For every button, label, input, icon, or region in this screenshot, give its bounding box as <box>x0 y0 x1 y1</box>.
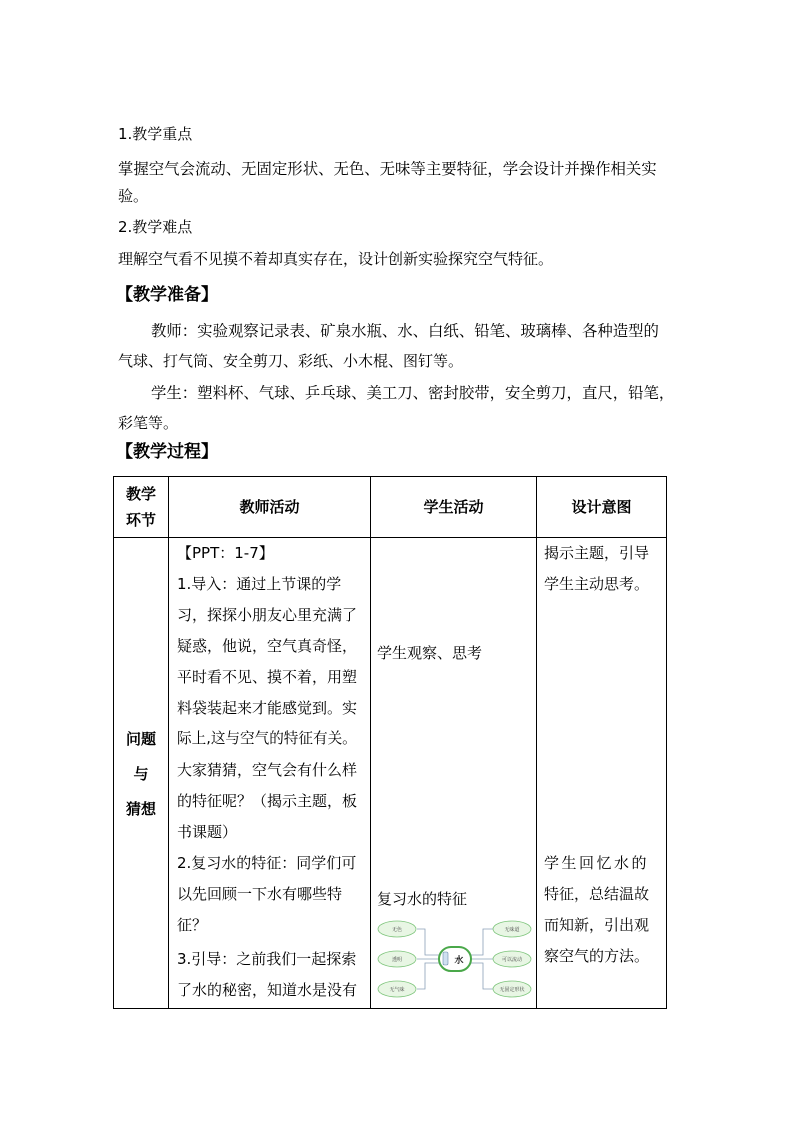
table-row <box>114 538 667 1009</box>
water-features-mindmap <box>377 917 533 1001</box>
header-teacher-activity: 教师活动 <box>169 477 371 538</box>
teacher-activity-line: 2.复习水的特征：同学们可 <box>177 854 357 872</box>
student-activity-cell <box>371 538 537 1009</box>
header-student-activity: 学生活动 <box>371 477 537 538</box>
stage-label-line: 与 <box>133 765 149 783</box>
mindmap-node-left: 透明 <box>391 957 403 963</box>
teacher-activity-line: 【PPT：1-7】 <box>177 544 274 562</box>
key-points-body-line-1: 掌握空气会流动、无固定形状、无色、无味等主要特征，学会设计并操作相关实 <box>118 160 657 178</box>
header-stage-line-2: 环节 <box>125 511 156 529</box>
water-bottle-icon <box>443 952 448 965</box>
header-design-intent: 设计意图 <box>537 477 667 538</box>
design-intent-cell <box>537 538 667 1009</box>
teacher-activity-line: 以先回顾一下水有哪些特 <box>177 885 343 903</box>
teacher-preparation-line-2: 气球、打气筒、安全剪刀、彩纸、小木棍、图钉等。 <box>118 352 464 370</box>
stage-label-line: 问题 <box>125 730 156 748</box>
teacher-activity-line: 料袋装起来才能感觉到。实 <box>177 699 358 717</box>
mindmap-center-label: 水 <box>454 956 464 966</box>
difficult-points-title: 2.教学难点 <box>118 218 193 236</box>
preparation-heading: 【教学准备】 <box>116 285 218 305</box>
key-points-body-line-2: 验。 <box>118 187 149 205</box>
student-activity-line: 学生观察、思考 <box>377 644 483 662</box>
teacher-activity-line: 征？ <box>177 916 208 934</box>
header-stage-line-1: 教学 <box>125 485 156 503</box>
teacher-activity-line: 大家猜猜，空气会有什么样 <box>177 761 358 779</box>
design-intent-line: 特征，总结温故 <box>544 885 650 903</box>
teacher-activity-line: 的特征呢？（揭示主题，板 <box>177 792 358 810</box>
teacher-activity-line: 平时看不见、摸不着，用塑 <box>177 668 358 686</box>
header-stage <box>114 477 169 538</box>
lesson-process-table <box>113 476 667 1009</box>
teacher-activity-line: 1.导入：通过上节课的学 <box>177 575 342 593</box>
key-points-title: 1.教学重点 <box>118 125 193 143</box>
teacher-activity-line: 了水的秘密，知道水是没有 <box>177 981 358 999</box>
student-activity-line: 复习水的特征 <box>377 890 468 908</box>
teacher-activity-line: 书课题） <box>177 823 238 841</box>
mindmap-node-left: 无色 <box>391 927 403 933</box>
design-intent-line: 学生回忆水的 <box>544 854 650 872</box>
stage-label <box>114 722 168 827</box>
teacher-activity-line: 疑惑，他说，空气真奇怪， <box>177 637 358 655</box>
mindmap-node-right: 无固定形状 <box>499 987 525 993</box>
stage-cell <box>114 538 169 1009</box>
teacher-activity-line: 3.引导：之前我们一起探索 <box>177 950 357 968</box>
design-intent-line: 揭示主题，引导 <box>544 544 650 562</box>
process-heading: 【教学过程】 <box>116 442 218 462</box>
mindmap-node-right: 可以流动 <box>501 957 523 963</box>
design-intent-line: 学生主动思考。 <box>544 575 650 593</box>
mindmap-node-left: 无气味 <box>389 987 405 993</box>
teacher-activity-line: 际上,这与空气的特征有关。 <box>177 730 357 747</box>
student-preparation-line-1: 学生：塑料杯、气球、乒乓球、美工刀、密封胶带，安全剪刀，直尺，铅笔， <box>151 384 675 402</box>
teacher-preparation-line-1: 教师：实验观察记录表、矿泉水瓶、水、白纸、铅笔、玻璃棒、各种造型的 <box>151 322 659 340</box>
design-intent-line: 察空气的方法。 <box>544 947 650 965</box>
stage-label-line: 猜想 <box>125 800 156 818</box>
design-intent-line: 而知新，引出观 <box>544 916 650 934</box>
teacher-activity-line: 习，探探小朋友心里充满了 <box>177 606 358 624</box>
difficult-points-body: 理解空气看不见摸不着却真实存在，设计创新实验探究空气特征。 <box>118 250 554 268</box>
student-preparation-line-2: 彩笔等。 <box>118 414 179 432</box>
mindmap-node-right: 无味道 <box>504 927 520 933</box>
table-header-row <box>114 477 667 538</box>
teacher-activity-cell <box>169 538 371 1009</box>
